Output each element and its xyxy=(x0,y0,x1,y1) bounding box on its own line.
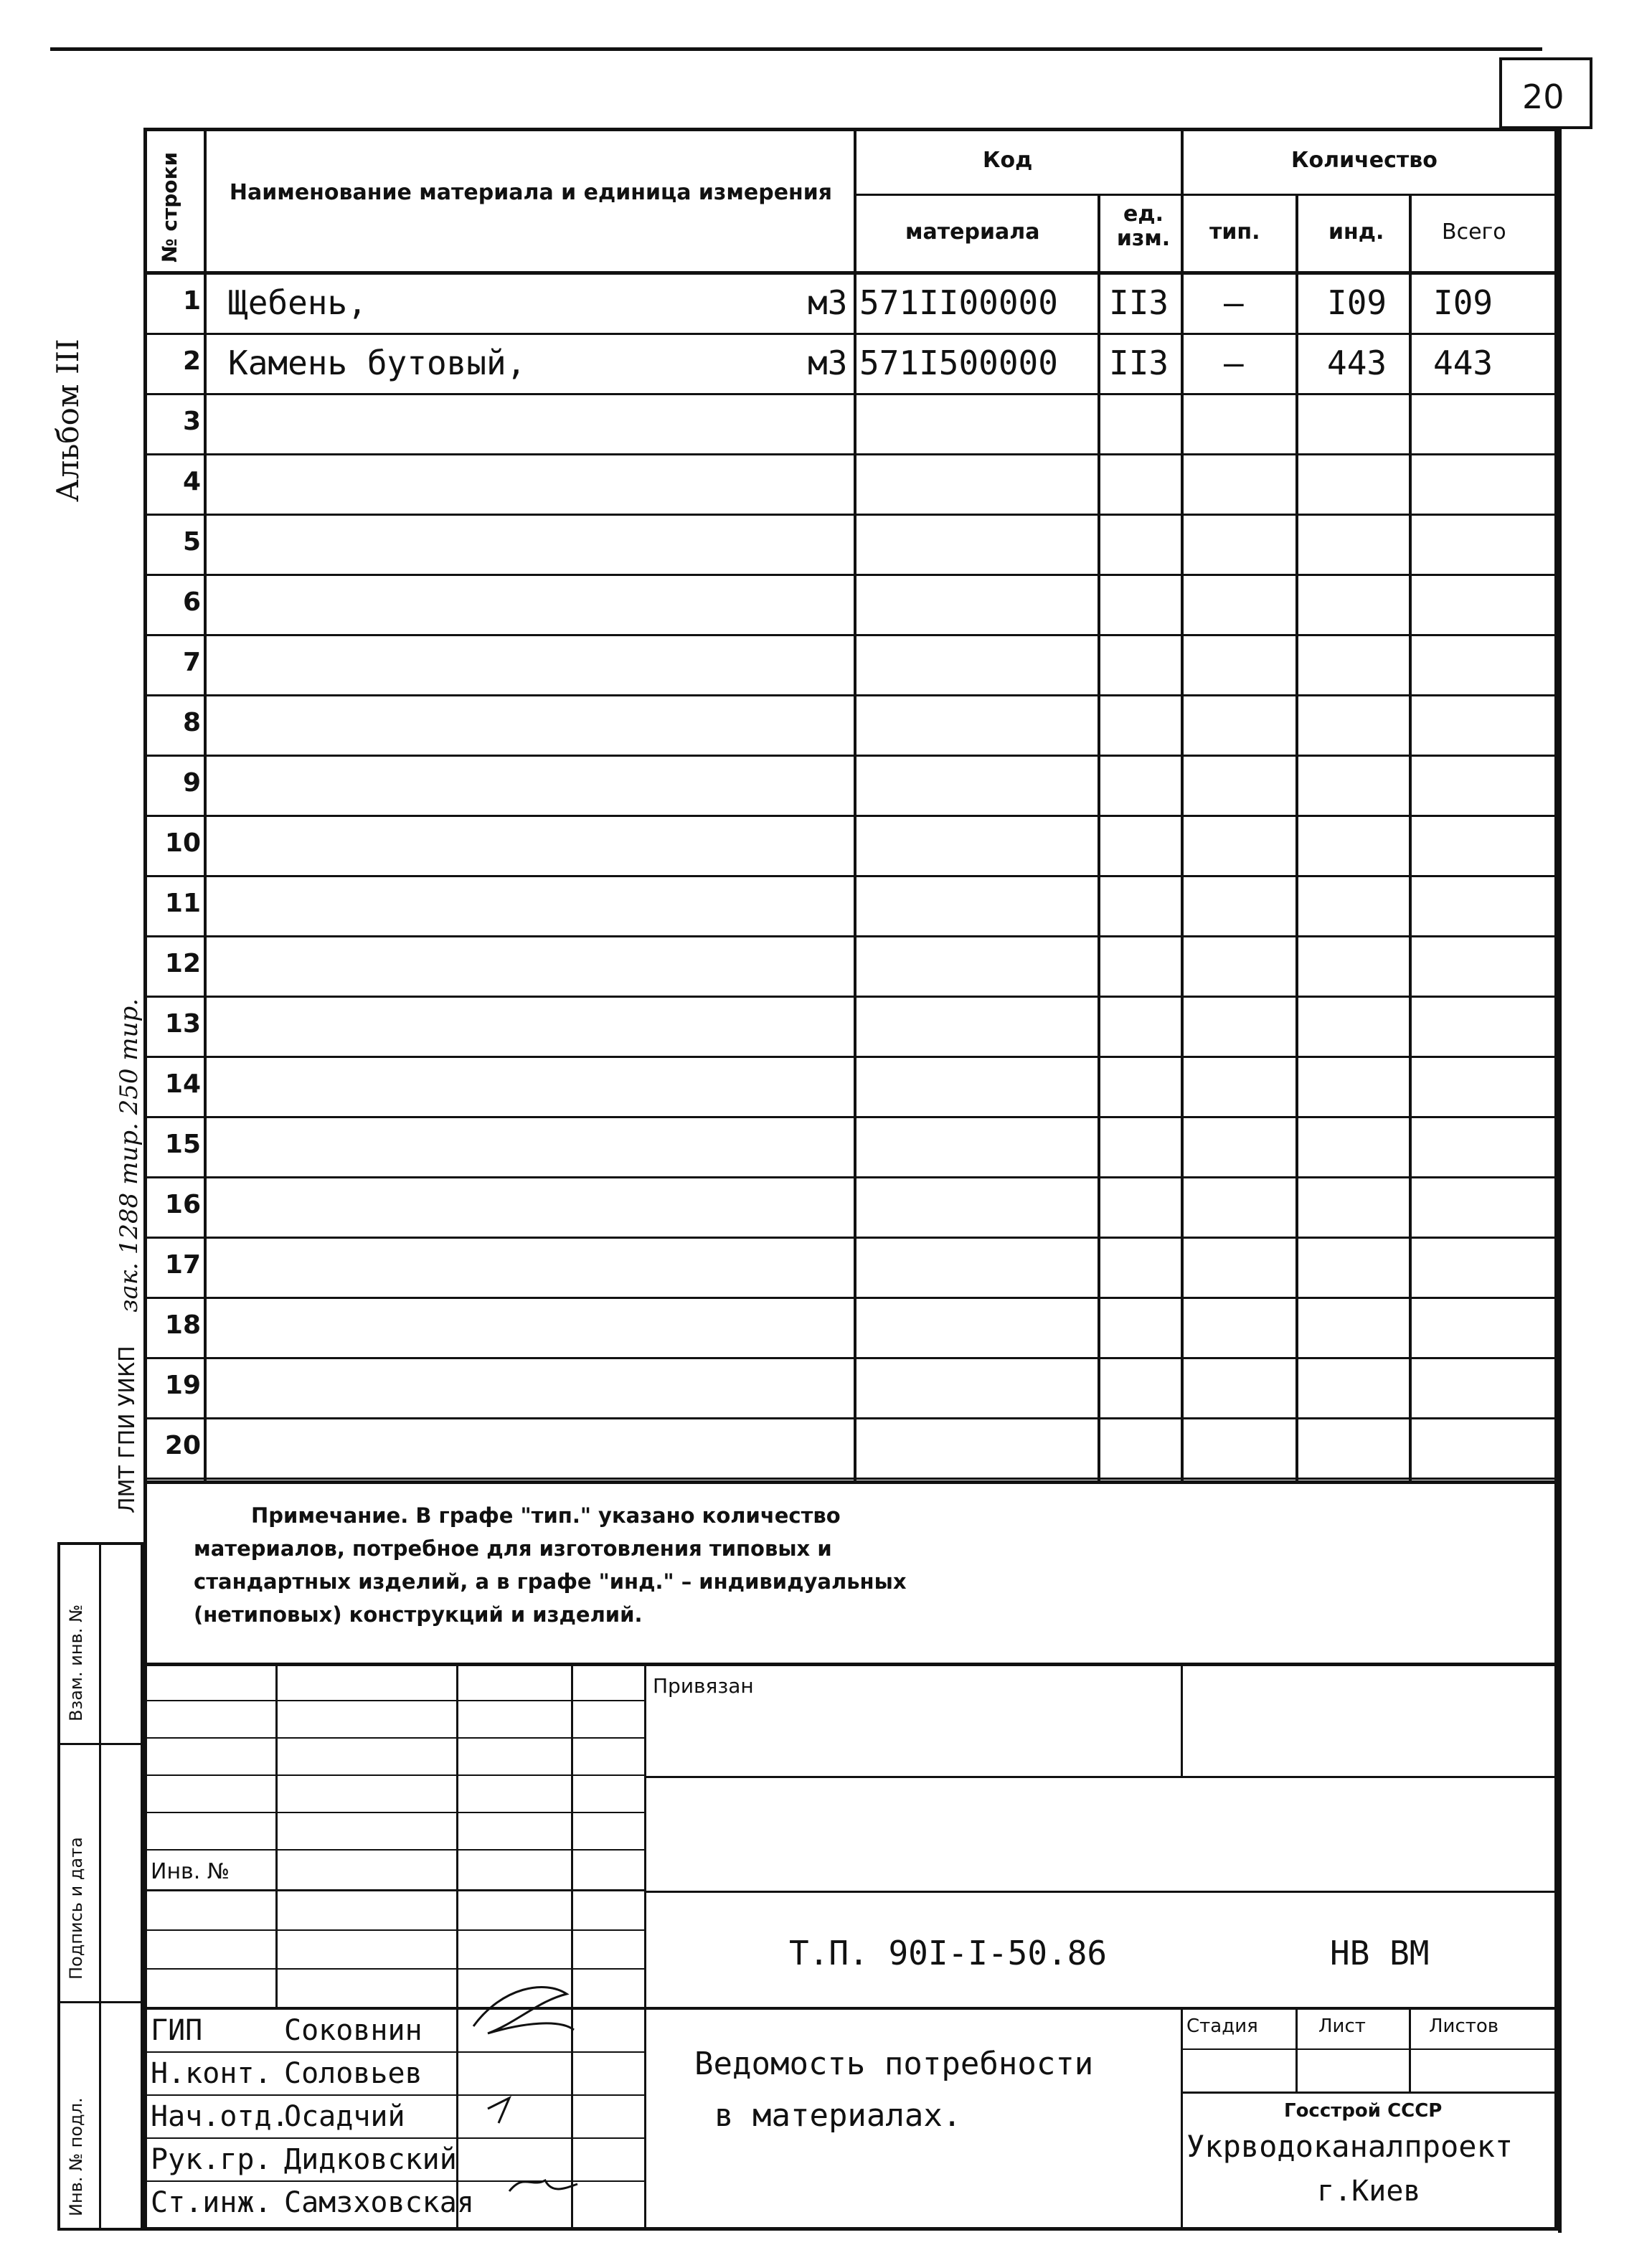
row-number: 15 xyxy=(164,1130,201,1159)
privyazan-label: Привязан xyxy=(653,1674,754,1698)
signer-name: Соловьев xyxy=(284,2057,423,2090)
material-code: 571I500000 xyxy=(859,344,1058,382)
header-qty-ind: инд. xyxy=(1328,219,1384,245)
row-number: 5 xyxy=(182,527,201,557)
sheet-label: Лист xyxy=(1318,2015,1366,2037)
row-divider xyxy=(143,1478,1558,1480)
table-row xyxy=(143,998,1558,1058)
page-number-box xyxy=(1499,57,1592,129)
qty-total: 443 xyxy=(1433,344,1493,382)
header-qty-total: Всего xyxy=(1442,219,1506,245)
unit-code: II3 xyxy=(1109,344,1169,382)
stamp-label-2: Подпись и дата xyxy=(66,1837,86,1980)
row-number: 8 xyxy=(182,708,201,737)
note-line-1: Примечание. В графе "тип." указано количество xyxy=(251,1503,841,1528)
header-code: Код xyxy=(983,148,1033,173)
qty-typ: – xyxy=(1224,283,1244,322)
note-line-4: (нетиповых) конструкций и изделий. xyxy=(194,1602,643,1627)
table-row xyxy=(143,937,1558,998)
row-number: 1 xyxy=(182,286,201,316)
doc-title-line-2: в материалах. xyxy=(714,2097,962,2134)
material-name: Камень бутовый, xyxy=(228,344,527,382)
doc-title-line-1: Ведомость потребности xyxy=(694,2046,1094,2082)
row-number: 14 xyxy=(164,1069,201,1099)
note-block xyxy=(194,1499,907,1631)
org-line-3: г.Киев xyxy=(1317,2175,1421,2208)
qty-total: I09 xyxy=(1433,283,1493,322)
signer-role: ГИП xyxy=(151,2014,203,2047)
note-line-2: материалов, потребное для изготовления типовых и xyxy=(194,1536,832,1561)
material-name: Щебень, xyxy=(228,283,367,322)
header-row-no: № строки xyxy=(158,151,181,263)
row-number: 6 xyxy=(182,587,201,617)
signer-role: Н.конт. xyxy=(151,2057,272,2090)
row-number: 10 xyxy=(164,828,201,858)
top-rule xyxy=(50,47,1542,51)
table-row xyxy=(143,877,1558,937)
header-code-material: материала xyxy=(905,219,1040,245)
table-row xyxy=(143,1178,1558,1239)
row-number: 20 xyxy=(164,1431,201,1460)
signer-name: Самзховская xyxy=(284,2186,474,2219)
sheets-label: Листов xyxy=(1429,2015,1499,2037)
row-number: 9 xyxy=(182,768,201,798)
org-line-1: Госстрой СССР xyxy=(1284,2100,1443,2122)
doc-code: Т.П. 90I-I-50.86 xyxy=(789,1934,1108,1972)
note-line-3: стандартных изделий, а в графе "инд." – индивидуальных xyxy=(194,1569,907,1594)
signer-role: Нач.отд. xyxy=(151,2100,289,2133)
stamp-strip-sep-2 xyxy=(57,2001,143,2003)
inv-no-label: Инв. № xyxy=(151,1859,230,1884)
material-unit: м3 xyxy=(808,283,848,322)
material-unit: м3 xyxy=(808,344,848,382)
table-row xyxy=(143,1359,1558,1419)
right-margin-line xyxy=(1558,128,1562,2233)
row-number: 3 xyxy=(182,407,201,436)
material-code: 571II00000 xyxy=(859,283,1058,322)
org-line-2: Укрводоканалпроект xyxy=(1186,2129,1514,2164)
table-row xyxy=(143,576,1558,636)
table-row xyxy=(143,696,1558,757)
stamp-label-1: Взам. инв. № xyxy=(66,1604,86,1721)
table-row xyxy=(143,757,1558,817)
table-row xyxy=(143,1239,1558,1299)
signer-role: Ст.инж. xyxy=(151,2186,272,2219)
header-name: Наименование материала и единица измерения xyxy=(229,180,833,205)
qty-typ: – xyxy=(1224,344,1244,382)
qty-ind: I09 xyxy=(1327,283,1387,322)
signature-mark xyxy=(459,1958,588,2231)
row-number: 17 xyxy=(164,1250,201,1280)
qty-ind: 443 xyxy=(1327,344,1387,382)
unit-code: II3 xyxy=(1109,283,1169,322)
table-row xyxy=(143,1419,1558,1480)
stamp-label-3: Инв. № подл. xyxy=(66,2097,86,2216)
table-bottom-line xyxy=(143,1480,1558,1484)
row-number: 13 xyxy=(164,1009,201,1039)
row-number: 12 xyxy=(164,949,201,978)
signer-name: Дидковский xyxy=(284,2143,457,2176)
table-row xyxy=(143,395,1558,455)
row-number: 11 xyxy=(164,889,201,918)
archive-label: ЛМТ ГПИ УИКП xyxy=(115,1346,140,1513)
header-code-unit: ед. изм. xyxy=(1116,202,1171,251)
signer-name: Осадчий xyxy=(284,2100,405,2133)
stamp-strip-divider xyxy=(99,1542,101,2231)
table-row xyxy=(143,817,1558,877)
table-row xyxy=(143,516,1558,576)
row-number: 16 xyxy=(164,1190,201,1219)
table-row xyxy=(143,1058,1558,1118)
table-row xyxy=(143,636,1558,696)
stamp-strip-sep-1 xyxy=(57,1743,143,1745)
row-number: 7 xyxy=(182,648,201,677)
row-number: 18 xyxy=(164,1310,201,1340)
row-number: 4 xyxy=(182,467,201,496)
row-number: 19 xyxy=(164,1371,201,1400)
archive-note: зак. 1288 тир. 250 тир. xyxy=(115,998,143,1313)
row-number: 2 xyxy=(182,346,201,376)
header-qty-typ: тип. xyxy=(1209,219,1260,245)
album-label: Альбом III xyxy=(50,339,85,502)
signer-role: Рук.гр. xyxy=(151,2143,272,2176)
signer-name: Соковнин xyxy=(284,2014,423,2047)
table-row xyxy=(143,455,1558,516)
doc-mark: НВ ВМ xyxy=(1330,1934,1430,1972)
header-qty: Количество xyxy=(1291,148,1438,173)
page-number: 20 xyxy=(1522,77,1564,116)
table-row xyxy=(143,1118,1558,1178)
table-row xyxy=(143,1299,1558,1359)
stage-label: Стадия xyxy=(1186,2015,1258,2037)
